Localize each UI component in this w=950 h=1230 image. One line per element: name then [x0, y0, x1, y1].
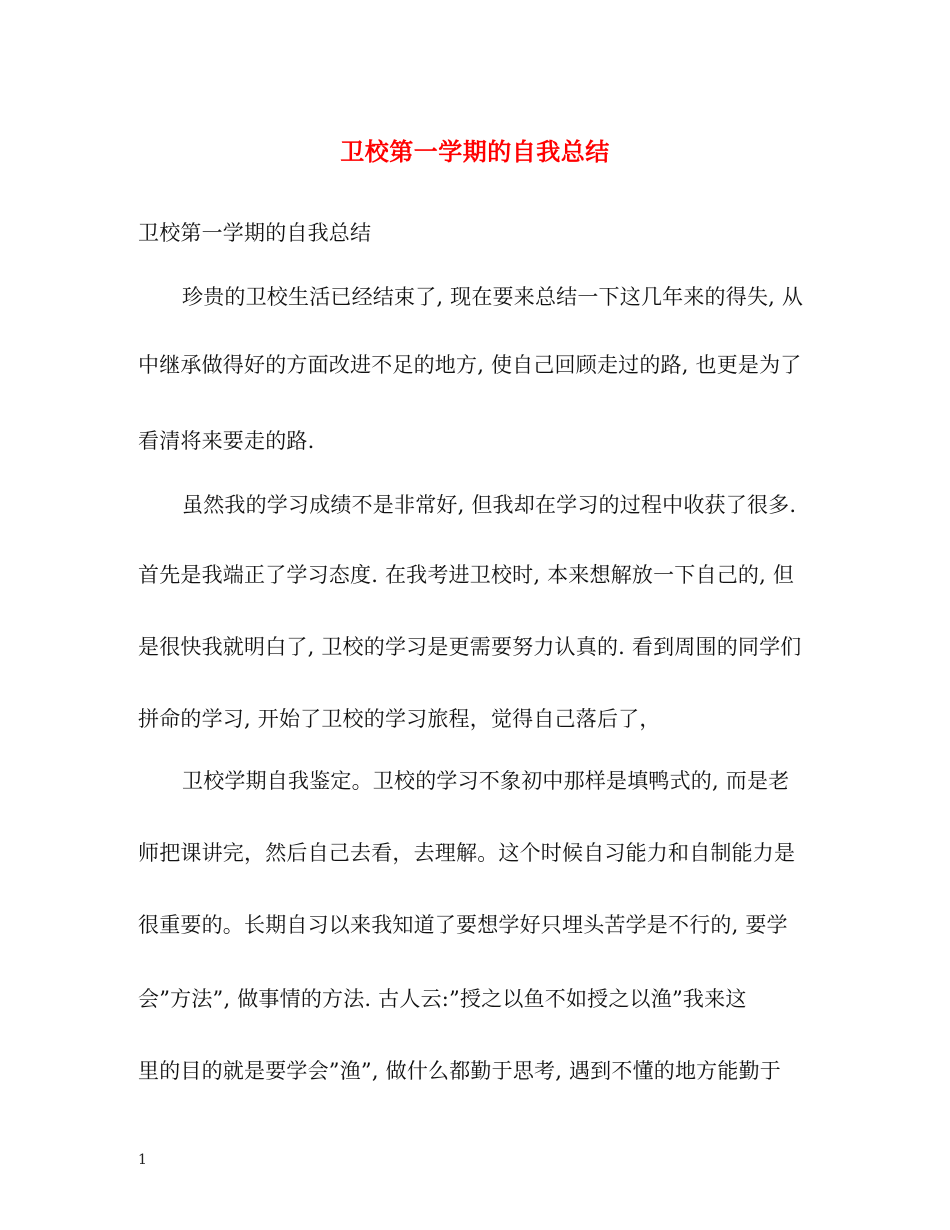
paragraph-line: 虽然我的学习成绩不是非常好, 但我却在学习的过程中收获了很多. — [182, 493, 797, 517]
page-number: 1 — [138, 1152, 147, 1168]
paragraph-line: 拼命的学习, 开始了卫校的学习旅程，觉得自己落后了， — [138, 707, 661, 731]
paragraph-line: 看清将来要走的路. — [138, 429, 315, 453]
paragraph-line: 会”方法”, 做事情的方法. 古人云:”授之以鱼不如授之以渔”我来这 — [138, 987, 747, 1011]
paragraph-line: 首先是我端正了学习态度. 在我考进卫校时, 本来想解放一下自己的, 但 — [138, 563, 795, 587]
paragraph-line: 师把课讲完，然后自己去看，去理解。这个时候自习能力和自制能力是 — [138, 841, 796, 865]
paragraph-line: 里的目的就是要学会”渔”, 做什么都勤于思考, 遇到不懂的地方能勤于 — [138, 1059, 781, 1083]
paragraph-line: 卫校学期自我鉴定。卫校的学习不象初中那样是填鸭式的, 而是老 — [182, 769, 790, 793]
paragraph-line: 中继承做得好的方面改进不足的地方, 使自己回顾走过的路, 也更是为了 — [138, 353, 802, 377]
paragraph-line: 很重要的。长期自习以来我知道了要想学好只埋头苦学是不行的, 要学 — [138, 913, 788, 937]
subtitle-line: 卫校第一学期的自我总结 — [138, 221, 372, 245]
paragraph-line: 珍贵的卫校生活已经结束了, 现在要来总结一下这几年来的得失, 从 — [182, 285, 804, 309]
paragraph-line: 是很快我就明白了, 卫校的学习是更需要努力认真的. 看到周围的同学们 — [138, 635, 802, 659]
document-title: 卫校第一学期的自我总结 — [340, 137, 610, 166]
